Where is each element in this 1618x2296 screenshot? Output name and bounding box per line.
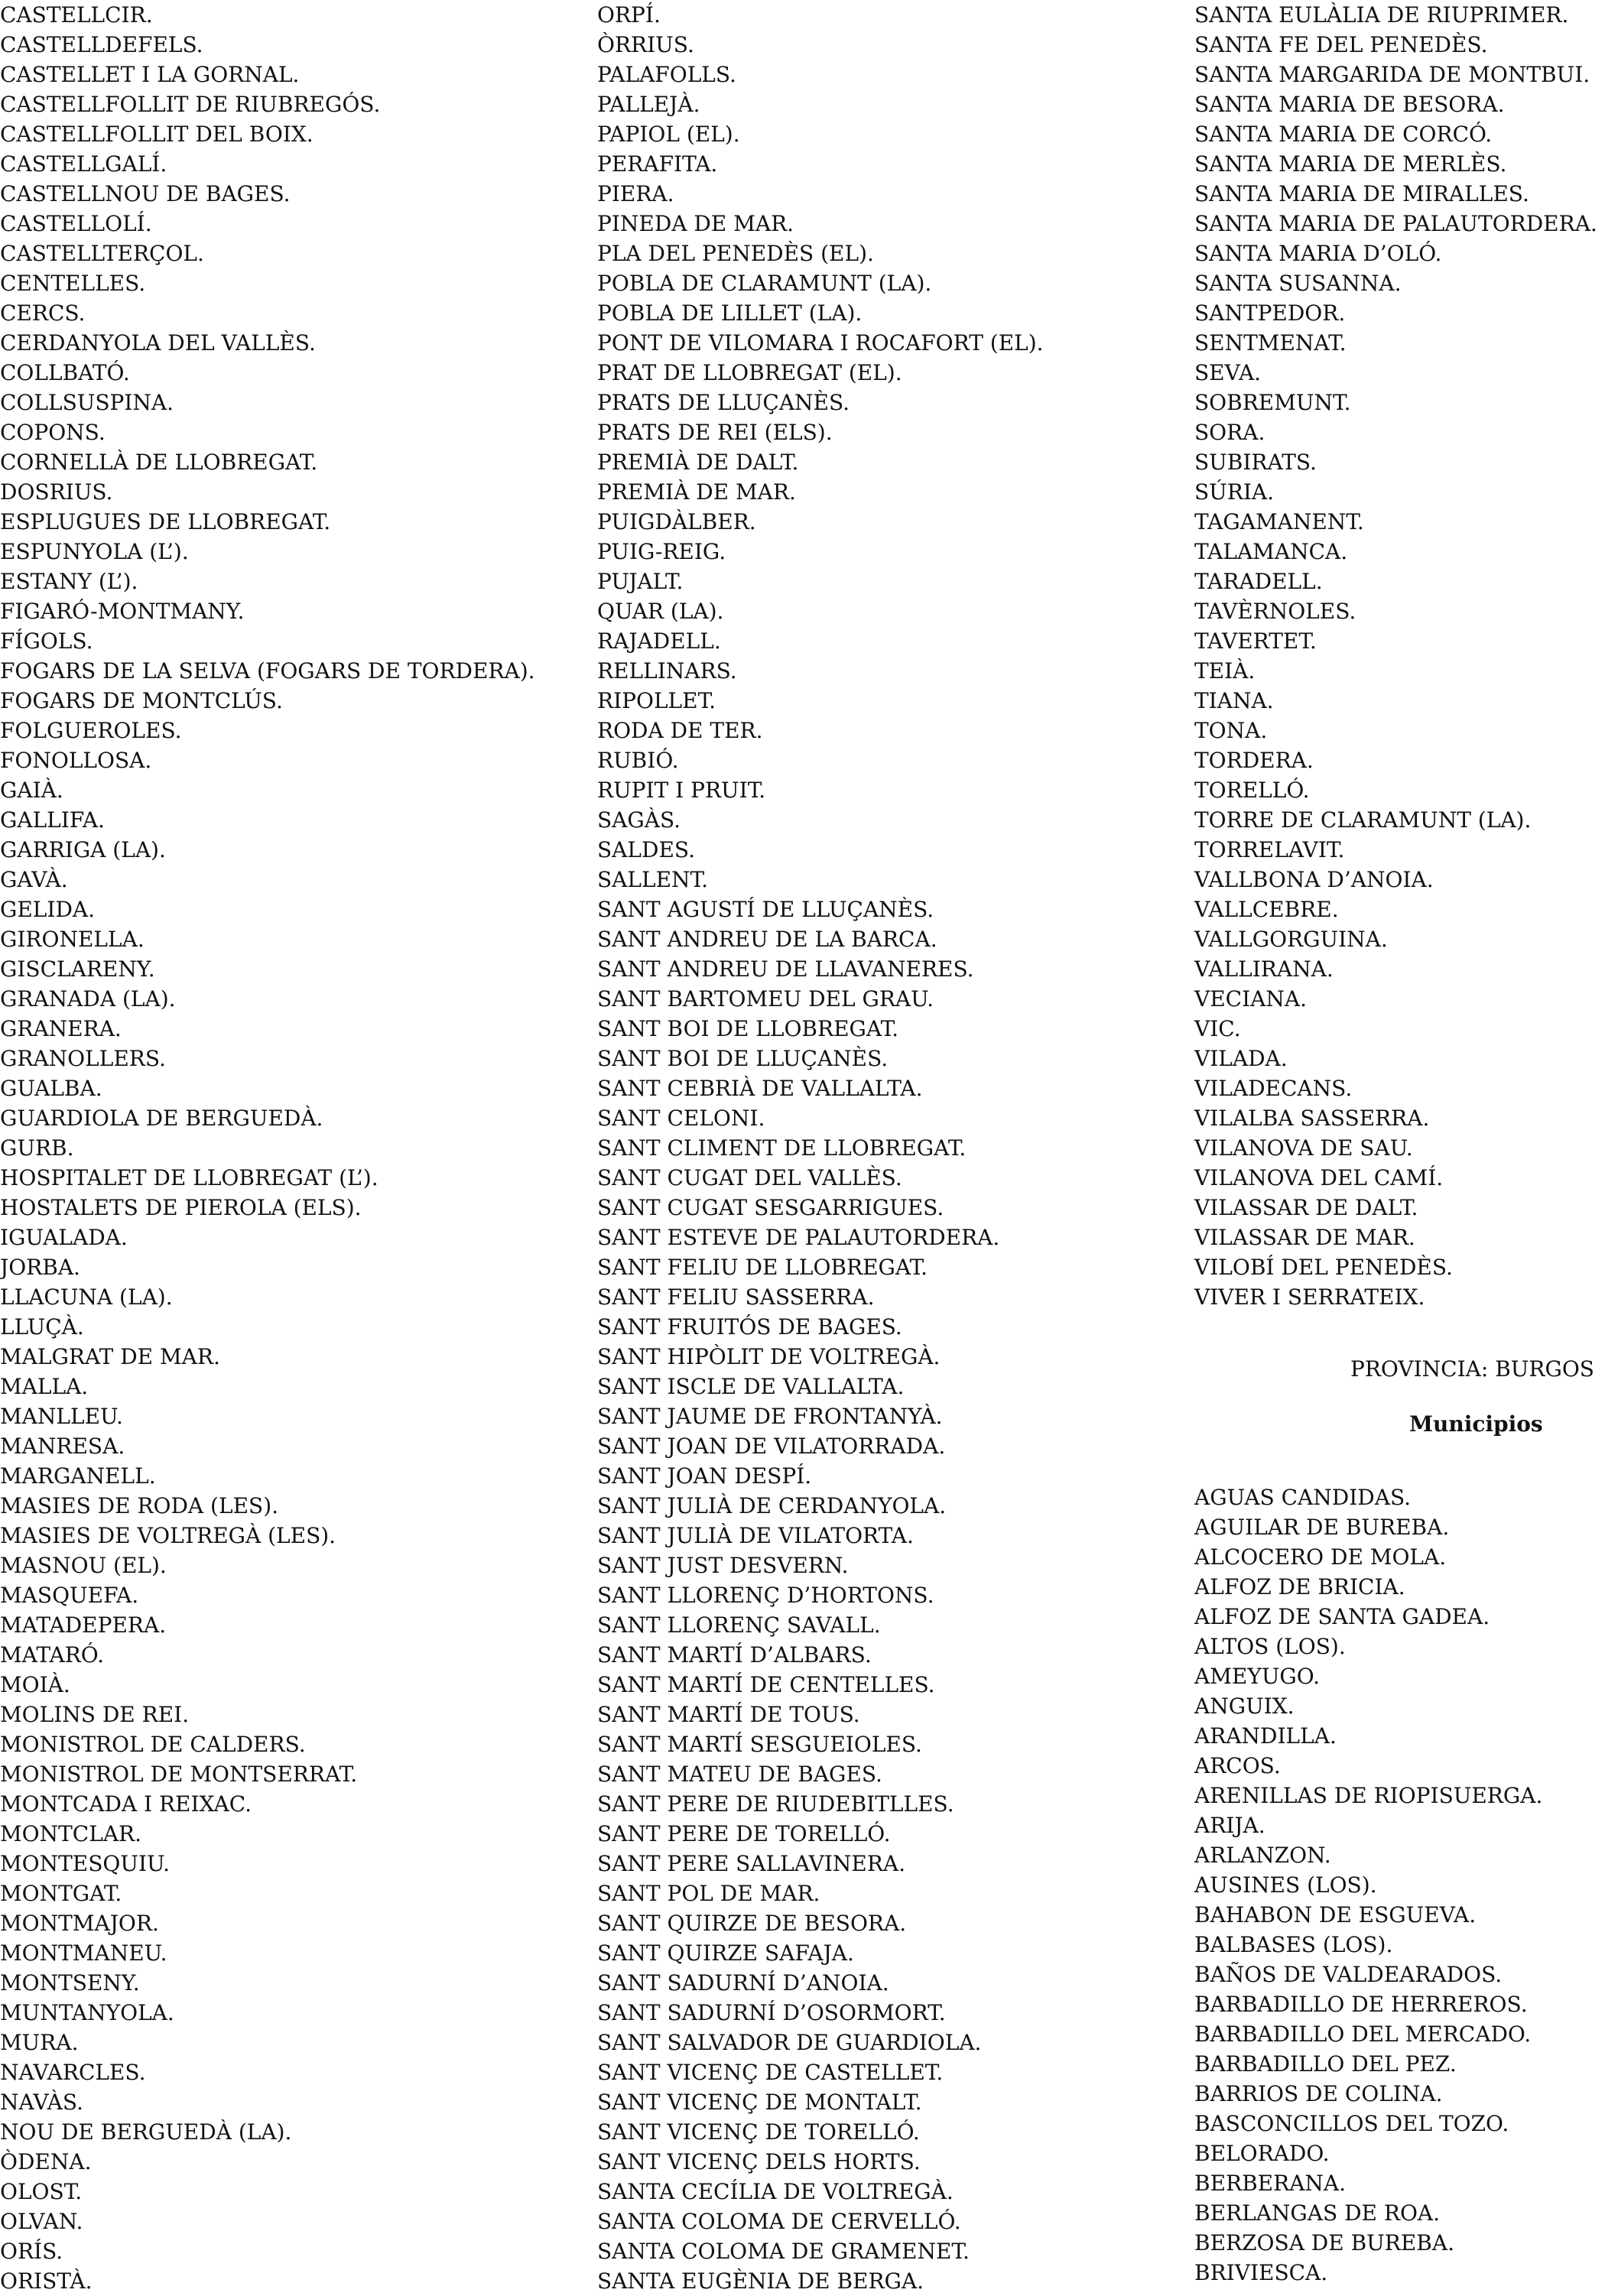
municipality-entry: BARBADILLO DE HERREROS.	[1194, 1992, 1528, 2017]
municipality-entry: GAVÀ.	[0, 867, 68, 892]
municipality-entry: CASTELLCIR.	[0, 2, 153, 28]
municipality-entry: VALLIRANA.	[1194, 956, 1334, 982]
municipality-entry: SANT JULIÀ DE CERDANYOLA.	[597, 1493, 947, 1518]
municipality-entry: CERCS.	[0, 300, 86, 326]
municipality-entry: ESTANY (L’).	[0, 569, 138, 594]
municipality-entry: SANT FELIU SASSERRA.	[597, 1284, 875, 1310]
municipality-entry: SANT MATEU DE BAGES.	[597, 1762, 882, 1787]
municipality-entry: ARIJA.	[1194, 1813, 1265, 1838]
municipality-entry: NAVÀS.	[0, 2090, 83, 2115]
municipality-entry: SANT FRUITÓS DE BAGES.	[597, 1314, 902, 1340]
municipality-entry: SANT JULIÀ DE VILATORTA.	[597, 1523, 914, 1548]
municipality-entry: LLUÇÀ.	[0, 1314, 84, 1340]
municipality-entry: SANTA EUGÈNIA DE BERGA.	[597, 2268, 924, 2294]
municipality-entry: BERBERANA.	[1194, 2171, 1347, 2196]
municipality-entry: SANTA COLOMA DE CERVELLÓ.	[597, 2209, 961, 2234]
municipality-entry: LLACUNA (LA).	[0, 1284, 173, 1310]
municipality-entry: GUALBA.	[0, 1076, 102, 1101]
municipality-entry: SANT BARTOMEU DEL GRAU.	[597, 986, 934, 1012]
municipality-entry: MATARÓ.	[0, 1642, 105, 1668]
municipality-entry: SANT CUGAT DEL VALLÈS.	[597, 1165, 902, 1190]
municipality-entry: RODA DE TER.	[597, 718, 763, 743]
municipality-entry: SANT ANDREU DE LLAVANERES.	[597, 956, 974, 982]
municipality-entry: SALLENT.	[597, 867, 708, 892]
municipality-entry: MOIÀ.	[0, 1672, 70, 1697]
municipality-entry: SANT MARTÍ SESGUEIOLES.	[597, 1732, 922, 1757]
municipality-entry: SANT JOAN DE VILATORRADA.	[597, 1434, 946, 1459]
municipality-entry: SANT MARTÍ DE CENTELLES.	[597, 1672, 935, 1697]
municipality-entry: ANGUIX.	[1194, 1694, 1295, 1719]
municipality-entry: SANT CLIMENT DE LLOBREGAT.	[597, 1135, 967, 1161]
municipality-entry: COLLSUSPINA.	[0, 390, 174, 415]
municipality-entry: NOU DE BERGUEDÀ (LA).	[0, 2119, 292, 2145]
municipality-entry: VILASSAR DE DALT.	[1194, 1195, 1418, 1220]
municipality-entry: SANT SALVADOR DE GUARDIOLA.	[597, 2030, 982, 2055]
municipality-entry: GURB.	[0, 1135, 74, 1161]
municipality-entry: MASNOU (EL).	[0, 1553, 167, 1578]
municipality-entry: MOLINS DE REI.	[0, 1702, 190, 1727]
municipality-entry: SANT ANDREU DE LA BARCA.	[597, 927, 937, 952]
municipality-entry: SALDES.	[597, 837, 695, 862]
municipality-entry: AUSINES (LOS).	[1194, 1872, 1377, 1898]
municipality-entry: BARRIOS DE COLINA.	[1194, 2081, 1443, 2106]
municipality-entry: GISCLARENY.	[0, 956, 155, 982]
municipality-entry: MONTCADA I REIXAC.	[0, 1791, 252, 1817]
municipality-entry: TALAMANCA.	[1194, 539, 1348, 564]
municipality-entry: BELORADO.	[1194, 2141, 1330, 2166]
municipality-entry: SANT PERE DE RIUDEBITLLES.	[597, 1791, 954, 1817]
municipality-entry: GUARDIOLA DE BERGUEDÀ.	[0, 1106, 323, 1131]
municipality-entry: ALTOS (LOS).	[1194, 1634, 1346, 1659]
municipality-entry: TEIÀ.	[1194, 658, 1256, 684]
municipality-entry: SANT PERE DE TORELLÓ.	[597, 1821, 891, 1846]
municipality-entry: BARBADILLO DEL PEZ.	[1194, 2051, 1457, 2077]
municipality-entry: PRAT DE LLOBREGAT (EL).	[597, 360, 902, 385]
municipality-entry: TORRE DE CLARAMUNT (LA).	[1194, 807, 1532, 833]
municipality-entry: TARADELL.	[1194, 569, 1323, 594]
municipality-entry: MONTESQUIU.	[0, 1851, 170, 1876]
municipality-entry: SANTA FE DEL PENEDÈS.	[1194, 32, 1488, 57]
municipality-entry: PUIG-REIG.	[597, 539, 726, 564]
municipality-entry: CASTELLTERÇOL.	[0, 241, 204, 266]
municipality-entry: FÍGOLS.	[0, 628, 93, 654]
municipality-entry: MASIES DE RODA (LES).	[0, 1493, 279, 1518]
municipality-entry: VILASSAR DE MAR.	[1194, 1225, 1415, 1250]
column-2-municipality-list	[597, 0, 1178, 2296]
municipality-entry: PALAFOLLS.	[597, 62, 736, 87]
municipality-entry: SANT PERE SALLAVINERA.	[597, 1851, 906, 1876]
municipality-entry: OLVAN.	[0, 2209, 83, 2234]
municipality-entry: RUBIÓ.	[597, 748, 679, 773]
municipality-entry: SANT ESTEVE DE PALAUTORDERA.	[597, 1225, 1000, 1250]
municipality-entry: ESPUNYOLA (L’).	[0, 539, 189, 564]
municipality-entry: MONTCLAR.	[0, 1821, 142, 1846]
municipality-entry: SANTA MARGARIDA DE MONTBUI.	[1194, 62, 1590, 87]
burgos-municipality-list	[1194, 1482, 1618, 2288]
municipality-entry: TORRELAVIT.	[1194, 837, 1345, 862]
municipality-entry: FOLGUEROLES.	[0, 718, 182, 743]
municipality-entry: PRATS DE REI (ELS).	[597, 420, 833, 445]
municipality-entry: AMEYUGO.	[1194, 1664, 1320, 1689]
municipality-entry: AGUAS CANDIDAS.	[1194, 1485, 1412, 1510]
municipality-entry: CERDANYOLA DEL VALLÈS.	[0, 330, 316, 356]
municipality-entry: FOGARS DE MONTCLÚS.	[0, 688, 283, 713]
municipality-entry: VIVER I SERRATEIX.	[1194, 1284, 1425, 1310]
municipality-entry: MONISTROL DE MONTSERRAT.	[0, 1762, 358, 1787]
municipality-entry: SANT LLORENÇ SAVALL.	[597, 1612, 881, 1638]
municipality-entry: SANT VICENÇ DE CASTELLET.	[597, 2060, 944, 2085]
municipality-entry: OLOST.	[0, 2179, 83, 2204]
municipality-entry: CASTELLGALÍ.	[0, 151, 167, 177]
municipality-entry: ÒDENA.	[0, 2149, 92, 2174]
municipality-entry: SEVA.	[1194, 360, 1262, 385]
municipality-entry: SANT JUST DESVERN.	[597, 1553, 849, 1578]
municipality-entry: SANTA MARIA DE PALAUTORDERA.	[1194, 211, 1597, 236]
municipality-entry: CASTELLOLÍ.	[0, 211, 152, 236]
municipality-entry: BERZOSA DE BUREBA.	[1194, 2230, 1454, 2255]
municipality-entry: RELLINARS.	[597, 658, 737, 684]
municipality-entry: SANTA MARIA D’OLÓ.	[1194, 241, 1442, 266]
municipality-entry: SANT CEBRIÀ DE VALLALTA.	[597, 1076, 923, 1101]
municipality-entry: SANT BOI DE LLOBREGAT.	[597, 1016, 899, 1041]
municipality-entry: MASIES DE VOLTREGÀ (LES).	[0, 1523, 336, 1548]
municipality-entry: ARENILLAS DE RIOPISUERGA.	[1194, 1783, 1543, 1808]
municipality-entry: MANRESA.	[0, 1434, 125, 1459]
municipality-entry: TORELLÓ.	[1194, 778, 1310, 803]
province-heading: PROVINCIA: BURGOS	[1350, 1356, 1594, 1382]
municipality-entry: TAGAMANENT.	[1194, 509, 1364, 534]
municipality-entry: SANT MARTÍ DE TOUS.	[597, 1702, 860, 1727]
municipality-entry: PUIGDÀLBER.	[597, 509, 756, 534]
municipality-entry: GARRIGA (LA).	[0, 837, 166, 862]
municipality-entry: PREMIÀ DE MAR.	[597, 479, 796, 505]
municipality-entry: QUAR (LA).	[597, 599, 724, 624]
municipality-entry: SANT BOI DE LLUÇANÈS.	[597, 1046, 889, 1071]
municipality-entry: SANTA CECÍLIA DE VOLTREGÀ.	[597, 2179, 954, 2204]
municipality-entry: BAHABON DE ESGUEVA.	[1194, 1902, 1477, 1927]
municipality-entry: DOSRIUS.	[0, 479, 113, 505]
municipality-entry: ORPÍ.	[597, 2, 661, 28]
municipality-entry: MASQUEFA.	[0, 1583, 139, 1608]
municipality-entry: MONTMANEU.	[0, 1940, 167, 1966]
municipality-entry: COLLBATÓ.	[0, 360, 130, 385]
municipality-entry: SENTMENAT.	[1194, 330, 1347, 356]
municipality-entry: TIANA.	[1194, 688, 1274, 713]
municipality-entry: GAIÀ.	[0, 778, 63, 803]
municipality-entry: GIRONELLA.	[0, 927, 145, 952]
municipality-entry: SANT QUIRZE SAFAJA.	[597, 1940, 854, 1966]
municipality-entry: SANTA MARIA DE CORCÓ.	[1194, 122, 1493, 147]
municipality-entry: SANT JAUME DE FRONTANYÀ.	[597, 1404, 943, 1429]
municipality-entry: MONTSENY.	[0, 1970, 140, 1996]
municipality-entry: SANTA MARIA DE MIRALLES.	[1194, 181, 1529, 206]
municipality-entry: FONOLLOSA.	[0, 748, 152, 773]
municipality-entry: GRANADA (LA).	[0, 986, 176, 1012]
municipality-entry: POBLA DE LILLET (LA).	[597, 300, 863, 326]
column-1-municipality-list	[0, 0, 581, 2296]
municipality-entry: GRANERA.	[0, 1016, 122, 1041]
municipality-entry: SANT FELIU DE LLOBREGAT.	[597, 1255, 928, 1280]
municipality-entry: SAGÀS.	[597, 807, 681, 833]
municipality-entry: SANT ISCLE DE VALLALTA.	[597, 1374, 905, 1399]
municipality-entry: ARANDILLA.	[1194, 1723, 1337, 1749]
municipality-entry: SANT LLORENÇ D’HORTONS.	[597, 1583, 934, 1608]
municipality-entry: SANT CUGAT SESGARRIGUES.	[597, 1195, 944, 1220]
municipality-entry: PIERA.	[597, 181, 674, 206]
municipality-entry: VALLGORGUINA.	[1194, 927, 1388, 952]
municipality-entry: CASTELLFOLLIT DE RIUBREGÓS.	[0, 92, 381, 117]
municipality-entry: MATADEPERA.	[0, 1612, 167, 1638]
municipality-entry: TAVÈRNOLES.	[1194, 599, 1356, 624]
municipality-entry: SANT SADURNÍ D’OSORMORT.	[597, 2000, 946, 2025]
municipality-entry: ARCOS.	[1194, 1753, 1281, 1778]
municipality-entry: MURA.	[0, 2030, 79, 2055]
municipality-entry: AGUILAR DE BUREBA.	[1194, 1515, 1450, 1540]
municipality-entry: SANT SADURNÍ D’ANOIA.	[597, 1970, 889, 1996]
municipality-entry: ALFOZ DE BRICIA.	[1194, 1574, 1405, 1599]
municipality-entry: PUJALT.	[597, 569, 684, 594]
municipality-entry: PRATS DE LLUÇANÈS.	[597, 390, 850, 415]
municipality-entry: SANT VICENÇ DE TORELLÓ.	[597, 2119, 920, 2145]
municipality-entry: SANT AGUSTÍ DE LLUÇANÈS.	[597, 897, 934, 922]
municipality-entry: SANT POL DE MAR.	[597, 1881, 820, 1906]
municipality-entry: SANTPEDOR.	[1194, 300, 1346, 326]
municipality-entry: ALCOCERO DE MOLA.	[1194, 1544, 1447, 1570]
municipality-entry: ORISTÀ.	[0, 2268, 93, 2294]
municipality-entry: CASTELLET I LA GORNAL.	[0, 62, 300, 87]
municipality-entry: TONA.	[1194, 718, 1268, 743]
municipality-entry: PERAFITA.	[597, 151, 718, 177]
municipality-entry: SANTA EULÀLIA DE RIUPRIMER.	[1194, 2, 1569, 28]
municipality-entry: VECIANA.	[1194, 986, 1307, 1012]
municipality-entry: JORBA.	[0, 1255, 80, 1280]
municipality-entry: ÒRRIUS.	[597, 32, 694, 57]
municipality-entry: MARGANELL.	[0, 1463, 156, 1489]
municipality-entry: SANT MARTÍ D’ALBARS.	[597, 1642, 872, 1668]
municipality-entry: SANTA MARIA DE BESORA.	[1194, 92, 1505, 117]
municipality-entry: PINEDA DE MAR.	[597, 211, 794, 236]
municipality-entry: SANTA COLOMA DE GRAMENET.	[597, 2239, 970, 2264]
municipality-entry: BERLANGAS DE ROA.	[1194, 2200, 1441, 2226]
municipality-entry: ORÍS.	[0, 2239, 63, 2264]
municipality-entry: TAVERTET.	[1194, 628, 1317, 654]
municipality-entry: HOSPITALET DE LLOBREGAT (L’).	[0, 1165, 379, 1190]
municipality-entry: BALBASES (LOS).	[1194, 1932, 1393, 1957]
municipality-entry: BAÑOS DE VALDEARADOS.	[1194, 1962, 1503, 1987]
municipality-entry: VILANOVA DE SAU.	[1194, 1135, 1413, 1161]
municipality-entry: RAJADELL.	[597, 628, 721, 654]
municipality-entry: VIC.	[1194, 1016, 1241, 1041]
municipality-entry: SANTA SUSANNA.	[1194, 271, 1402, 296]
municipality-entry: MONTMAJOR.	[0, 1911, 159, 1936]
municipality-entry: SANT HIPÒLIT DE VOLTREGÀ.	[597, 1344, 941, 1369]
municipality-entry: GRANOLLERS.	[0, 1046, 166, 1071]
municipality-entry: PLA DEL PENEDÈS (EL).	[597, 241, 874, 266]
municipality-entry: ALFOZ DE SANTA GADEA.	[1194, 1604, 1490, 1629]
municipality-entry: BASCONCILLOS DEL TOZO.	[1194, 2111, 1509, 2136]
municipality-entry: VILOBÍ DEL PENEDÈS.	[1194, 1255, 1453, 1280]
municipality-entry: HOSTALETS DE PIEROLA (ELS).	[0, 1195, 362, 1220]
municipality-entry: SANT CELONI.	[597, 1106, 765, 1131]
municipality-entry: VILANOVA DEL CAMÍ.	[1194, 1165, 1444, 1190]
municipality-entry: PONT DE VILOMARA I ROCAFORT (EL).	[597, 330, 1044, 356]
municipality-entry: SANT JOAN DESPÍ.	[597, 1463, 812, 1489]
column-3-municipality-list	[1194, 0, 1618, 1312]
municipality-entry: COPONS.	[0, 420, 106, 445]
municipality-entry: ARLANZON.	[1194, 1843, 1331, 1868]
municipality-entry: MONTGAT.	[0, 1881, 122, 1906]
municipality-entry: SÚRIA.	[1194, 479, 1275, 505]
municipality-entry: RUPIT I PRUIT.	[597, 778, 766, 803]
municipality-entry: PREMIÀ DE DALT.	[597, 450, 799, 475]
municipality-entry: SANT QUIRZE DE BESORA.	[597, 1911, 907, 1936]
municipality-entry: CENTELLES.	[0, 271, 146, 296]
municipality-entry: GELIDA.	[0, 897, 96, 922]
municipality-entry: SANT VICENÇ DE MONTALT.	[597, 2090, 922, 2115]
municipality-entry: MANLLEU.	[0, 1404, 123, 1429]
municipality-entry: MONISTROL DE CALDERS.	[0, 1732, 306, 1757]
municipality-entry: CORNELLÀ DE LLOBREGAT.	[0, 450, 318, 475]
municipality-entry: POBLA DE CLARAMUNT (LA).	[597, 271, 932, 296]
municipality-entry: CASTELLFOLLIT DEL BOIX.	[0, 122, 314, 147]
municipality-entry: PAPIOL (EL).	[597, 122, 740, 147]
municipality-entry: VILADECANS.	[1194, 1076, 1353, 1101]
municipality-entry: MALLA.	[0, 1374, 89, 1399]
municipality-entry: MUNTANYOLA.	[0, 2000, 174, 2025]
municipality-entry: VALLCEBRE.	[1194, 897, 1339, 922]
municipality-entry: ESPLUGUES DE LLOBREGAT.	[0, 509, 331, 534]
municipality-entry: NAVARCLES.	[0, 2060, 146, 2085]
municipality-entry: MALGRAT DE MAR.	[0, 1344, 220, 1369]
municipality-entry: SORA.	[1194, 420, 1265, 445]
municipality-entry: TORDERA.	[1194, 748, 1314, 773]
municipality-entry: VILALBA SASSERRA.	[1194, 1106, 1430, 1131]
municipality-entry: BARBADILLO DEL MERCADO.	[1194, 2022, 1532, 2047]
municipios-heading: Municipios	[1409, 1411, 1543, 1437]
municipality-entry: VALLBONA D’ANOIA.	[1194, 867, 1434, 892]
municipality-entry: CASTELLDEFELS.	[0, 32, 203, 57]
municipality-entry: CASTELLNOU DE BAGES.	[0, 181, 291, 206]
municipality-entry: PALLEJÀ.	[597, 92, 700, 117]
municipality-entry: SUBIRATS.	[1194, 450, 1317, 475]
municipality-entry: VILADA.	[1194, 1046, 1288, 1071]
municipality-entry: BRIVIESCA.	[1194, 2260, 1328, 2285]
municipality-entry: FIGARÓ-MONTMANY.	[0, 599, 245, 624]
municipality-entry: SANTA MARIA DE MERLÈS.	[1194, 151, 1507, 177]
municipality-entry: IGUALADA.	[0, 1225, 128, 1250]
municipality-entry: FOGARS DE LA SELVA (FOGARS DE TORDERA).	[0, 658, 535, 684]
municipality-entry: SOBREMUNT.	[1194, 390, 1351, 415]
municipality-entry: SANT VICENÇ DELS HORTS.	[597, 2149, 921, 2174]
municipality-entry: GALLIFA.	[0, 807, 105, 833]
municipality-entry: RIPOLLET.	[597, 688, 716, 713]
